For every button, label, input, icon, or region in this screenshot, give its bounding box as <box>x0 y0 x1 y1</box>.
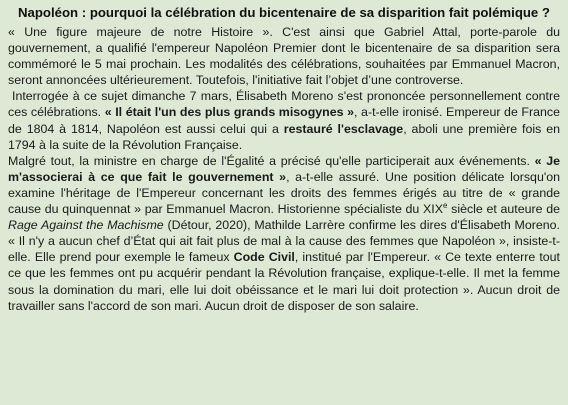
paragraph-2-text-2: , a-t-elle ironisé. Empereur de France de 1804 à 1814, Napoléon est aussi celui qui a <box>8 105 560 136</box>
paragraph-3 <box>8 153 560 314</box>
government-quote: « Je m'associerai à ce que fait le gouvernement » <box>8 153 560 184</box>
book-title: Rage Against the Machisme <box>8 218 164 233</box>
paragraph-2 <box>8 88 560 152</box>
moreno-quote: « Il était l'un des plus grands misogynes » <box>104 105 355 120</box>
paragraph-3-text-2: , a-t-elle assuré. Une position délicate lorsqu'on examine l'héritage de l'Empereur concernant les droits des femmes érigés au titre de « grande cause du quinquennat » par Emmanuel Macron. Historienne spécialiste du XIX <box>8 169 560 217</box>
paragraph-1 <box>8 24 560 88</box>
paragraph-3-text-1: Malgré tout, la ministre en charge de l'Égalité a précisé qu'elle participerait aux événements. <box>8 153 535 168</box>
paragraph-3-text-4: (Détour, 2020), Mathilde Larrère confirme les dires d'Élisabeth Moreno. « Il n'y a aucun chef d’État qui ait fait plus de mal à la cause des femmes que Napoléon », insiste-t-elle. Elle prend pour exemple le fameux <box>8 218 560 265</box>
slavery-highlight: restauré l'esclavage <box>283 121 404 136</box>
paragraph-2-text-1: Interrogée à ce sujet dimanche 7 mars, Élisabeth Moreno s'est prononcée personnellement contre ces célébrations. <box>8 89 560 120</box>
paragraph-3-text-3: siècle et auteure de <box>447 202 560 217</box>
code-civil-highlight: Code Civil <box>233 250 295 265</box>
century-superscript: e <box>442 200 448 210</box>
paragraph-2-text-3: , aboli une première fois en 1794 à la suite de la Révolution Française. <box>8 121 560 152</box>
article-title: Napoléon : pourquoi la célébration du bicentenaire de sa disparition fait polémique ? <box>18 5 550 20</box>
paragraph-3-text-5: , institué par l'Empereur. « Ce texte enterre tout ce que les femmes ont pu acquérir pendant la Révolution française, explique-t-elle. Il met la femme sous la domination du mari, elle lui doit obéissance et le mari lui doit protection ». Aucun droit de travailler sans l'accord de son mari. Aucun droit de disposer de son salaire. <box>8 250 560 313</box>
paragraph-1-text: « Une figure majeure de notre Histoire ». C'est ainsi que Gabriel Attal, porte-parole du gouvernement, a qualifié l'empereur Napoléon Premier dont le bicentenaire de sa disparition sera commémoré le 5 mai prochain. Les modalités des célébrations, souhaitées par Emmanuel Macron, seront annoncées ultérieurement. Toutefois, l'initiative fait l’objet d’une controverse. <box>8 25 560 88</box>
